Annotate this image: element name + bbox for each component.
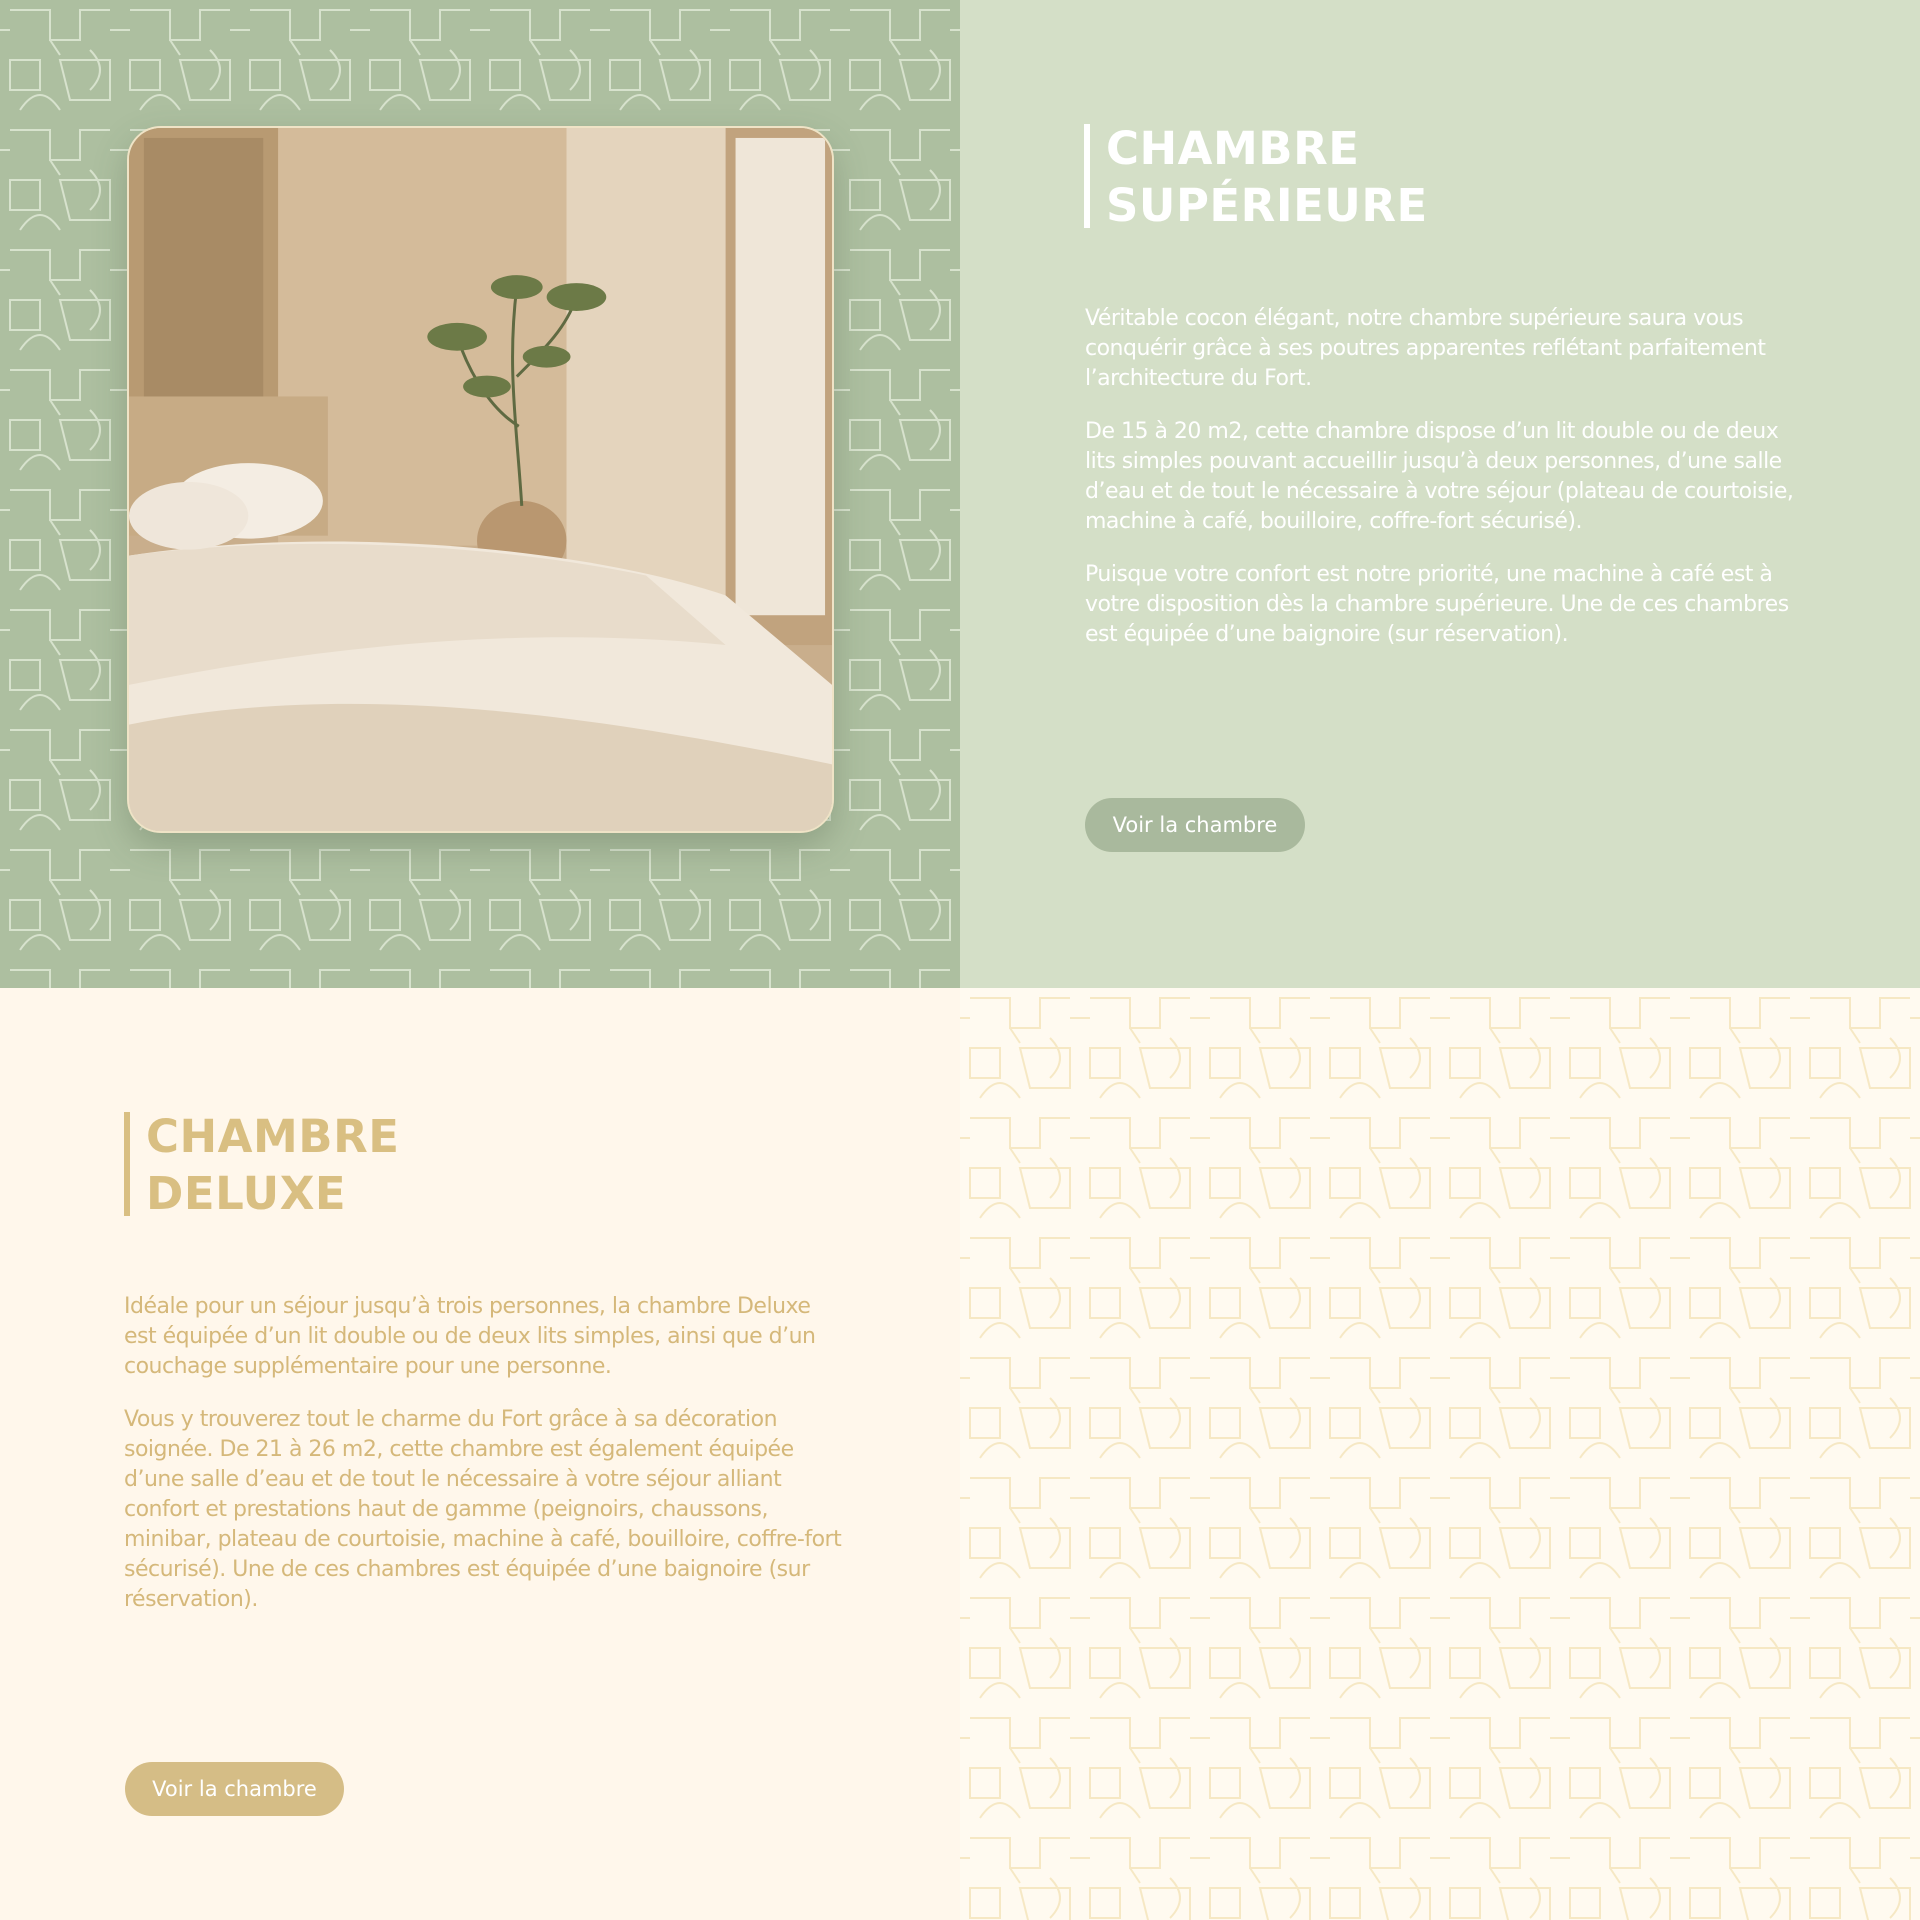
deluxe-title-line-1: CHAMBRE [146,1110,400,1163]
deluxe-voir-la-chambre-button[interactable]: Voir la chambre [125,1762,344,1816]
deluxe-description [124,1292,844,1638]
superieure-voir-la-chambre-button[interactable]: Voir la chambre [1085,798,1305,852]
superieure-title-line-2: SUPÉRIEURE [1106,179,1428,232]
deluxe-title [124,1108,399,1222]
deluxe-paragraph-2: Vous y trouverez tout le charme du Fort grâce à sa décoration soignée. De 21 à 26 m2, cette chambre est également équipée d’une salle d’eau et de tout le nécessaire à votre séjour alliant confort et prestations haut de gamme (peignoirs, chaussons, minibar, plateau de courtoisie, machine à café, bouilloire, coffre-fort sécurisé). Une de ces chambres est équipée d’une baignoire (sur réservation). [124,1407,842,1612]
geometric-pattern-background [960,988,1920,1920]
deluxe-photo-panel [960,988,1920,1920]
deluxe-paragraph-1: Idéale pour un séjour jusqu’à trois personnes, la chambre Deluxe est équipée d’un lit double ou de deux lits simples, ainsi que d’un couchage supplémentaire pour une personne. [124,1294,816,1379]
superieure-paragraph-3: Puisque votre confort est notre priorité, une machine à café est à votre disposition dès la chambre supérieure. Une de ces chambres est équipée d’une baignoire (sur réservation). [1085,562,1789,647]
deluxe-title-line-2: DELUXE [146,1167,347,1220]
superieure-room-photo [127,126,834,833]
superieure-paragraph-1: Véritable cocon élégant, notre chambre supérieure saura vous conquérir grâce à ses poutres apparentes reflétant parfaitement l’architecture du Fort. [1085,306,1766,391]
superieure-photo-panel [0,0,960,988]
superieure-title-line-1: CHAMBRE [1106,122,1360,175]
superieure-title [1084,120,1428,234]
superieure-description [1085,304,1805,673]
superieure-paragraph-2: De 15 à 20 m2, cette chambre dispose d’un lit double ou de deux lits simples pouvant accueillir jusqu’à deux personnes, d’une salle d’eau et de tout le nécessaire à votre séjour (plateau de courtoisie, machine à café, bouilloire, coffre-fort sécurisé). [1085,419,1794,534]
